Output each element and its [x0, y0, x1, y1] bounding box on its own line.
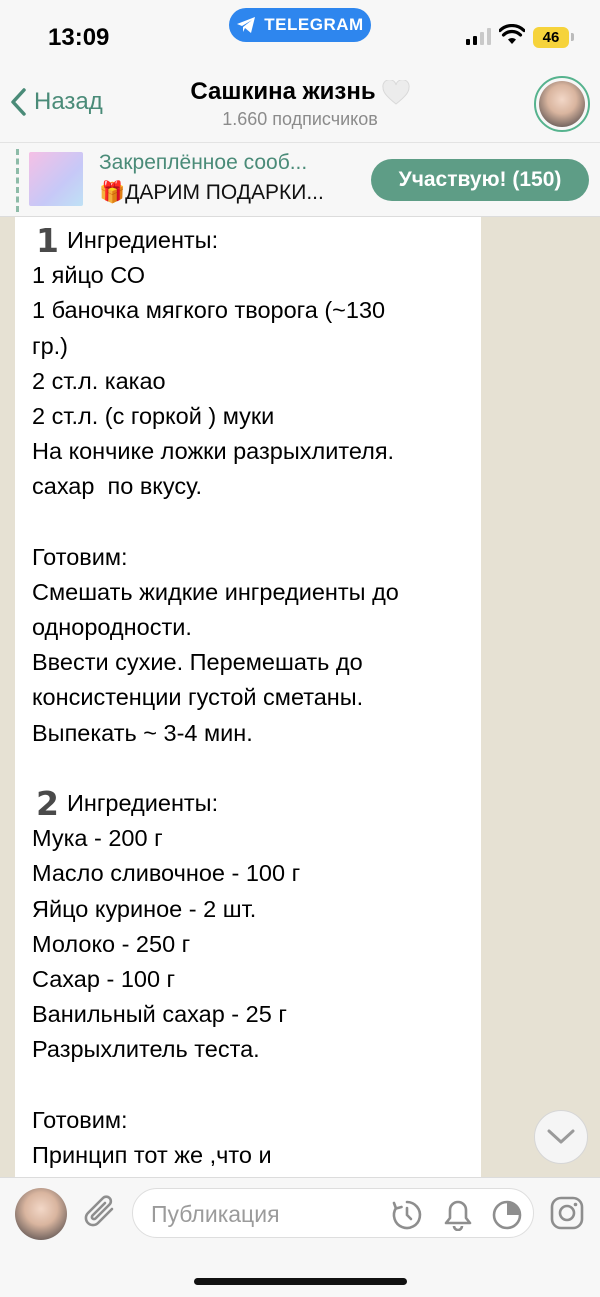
chat-area[interactable] [0, 217, 600, 1177]
message-line [32, 962, 463, 997]
message-line [32, 680, 463, 715]
message-line-text: Смешать жидкие ингредиенты до [32, 578, 399, 605]
message-line-text: Молоко - 250 г [32, 930, 191, 957]
message-line-text: Ввести сухие. Перемешать до [32, 649, 363, 676]
message-line [32, 293, 463, 328]
message-line [32, 1103, 463, 1138]
subscriber-count: 1.660 подписчиков [222, 109, 378, 129]
message-bubble[interactable] [15, 217, 481, 1177]
message-line-text: Ингредиенты: [66, 790, 219, 816]
message-line [32, 575, 463, 610]
message-line [32, 1138, 463, 1173]
paperclip-icon[interactable] [82, 1192, 118, 1232]
message-line-text: сахар по вкусу. [32, 473, 203, 500]
chevron-down-icon [547, 1129, 575, 1145]
message-line [32, 329, 463, 364]
sender-avatar[interactable] [15, 1188, 67, 1240]
back-label: Назад [34, 88, 103, 115]
publish-input[interactable] [151, 1199, 391, 1229]
message-line-text: Выпекать ~ 3-4 мин. [32, 719, 253, 746]
message-line [32, 1068, 463, 1103]
channel-title: Сашкина жизнь [190, 78, 376, 105]
message-line [32, 892, 463, 927]
message-line [32, 434, 463, 469]
message-line [32, 610, 463, 645]
message-line [32, 364, 463, 399]
home-indicator [194, 1278, 407, 1285]
bell-icon[interactable] [443, 1199, 473, 1231]
message-line-text: 1 яйцо СО [32, 262, 145, 289]
pinned-message-bar[interactable] [0, 142, 600, 217]
instagram-icon[interactable] [549, 1195, 585, 1231]
status-bar [0, 0, 600, 70]
pinned-thumbnail [29, 152, 83, 206]
message-line [32, 645, 463, 680]
pinned-label: Закреплённое сооб... [99, 151, 308, 174]
channel-avatar[interactable] [534, 76, 590, 132]
message-line-text: Готовим: [32, 543, 128, 570]
message-line [32, 399, 463, 434]
message-line-text: консистенции густой сметаны. [32, 684, 364, 711]
message-line [32, 821, 463, 856]
message-line-text: На кончике ложки разрыхлителя. [32, 438, 395, 465]
message-line [32, 751, 463, 786]
timer-icon[interactable] [391, 1199, 423, 1231]
battery-tip [571, 33, 574, 41]
message-line-text: 2 ст.л. (с горкой ) муки [32, 402, 275, 429]
message-line-text: Принцип тот же ,что и [32, 1141, 272, 1168]
message-line [32, 505, 463, 540]
message-line-text: Яйцо куриное - 2 шт. [32, 895, 257, 922]
channel-info[interactable] [140, 78, 460, 130]
message-line-text: Ванильный сахар - 25 г [32, 1001, 287, 1028]
message-line-text: 2 ст.л. какао [32, 367, 166, 394]
section-number: 1 [36, 221, 59, 261]
message-line [32, 1032, 463, 1067]
message-line [32, 927, 463, 962]
message-line [32, 856, 463, 891]
compose-field[interactable] [132, 1188, 534, 1238]
message-line-text: Сахар - 100 г [32, 965, 176, 992]
message-line [32, 258, 463, 293]
message-line-text: однородности. [32, 614, 192, 641]
message-line-text: Готовим: [32, 1106, 128, 1133]
heart-icon [382, 80, 410, 106]
message-line [32, 716, 463, 751]
pinned-indicator [16, 149, 19, 212]
message-line [32, 997, 463, 1032]
telegram-pill-label: TELEGRAM [264, 15, 364, 34]
telegram-icon [236, 16, 256, 34]
message-line-text: Разрыхлитель теста. [32, 1036, 260, 1063]
message-line-text: Масло сливочное - 100 г [32, 860, 301, 887]
message-line [32, 469, 463, 504]
participate-button[interactable]: Участвую! (150) [371, 159, 589, 201]
message-line-text: Мука - 200 г [32, 825, 163, 852]
message-line [32, 221, 463, 261]
signal-icon [466, 28, 491, 45]
bottom-bar [0, 1177, 600, 1297]
moon-icon[interactable] [491, 1199, 523, 1231]
section-number: 2 [36, 784, 59, 824]
chat-header [0, 70, 600, 142]
back-chevron-icon [10, 88, 26, 116]
message-line-text: Ингредиенты: [66, 227, 219, 253]
scroll-down-button[interactable] [534, 1110, 588, 1164]
channel-title-row [140, 78, 460, 106]
telegram-pill[interactable] [229, 8, 371, 42]
battery-indicator: 46 [533, 27, 569, 48]
wifi-icon [499, 24, 525, 46]
message-line [32, 784, 463, 824]
status-time: 13:09 [48, 24, 110, 51]
message-line [32, 540, 463, 575]
message-line-text: 1 баночка мягкого творога (~130 [32, 297, 386, 324]
pinned-text: 🎁ДАРИМ ПОДАРКИ... [99, 181, 324, 204]
message-line-text: гр.) [32, 332, 68, 359]
back-button[interactable] [10, 88, 103, 116]
